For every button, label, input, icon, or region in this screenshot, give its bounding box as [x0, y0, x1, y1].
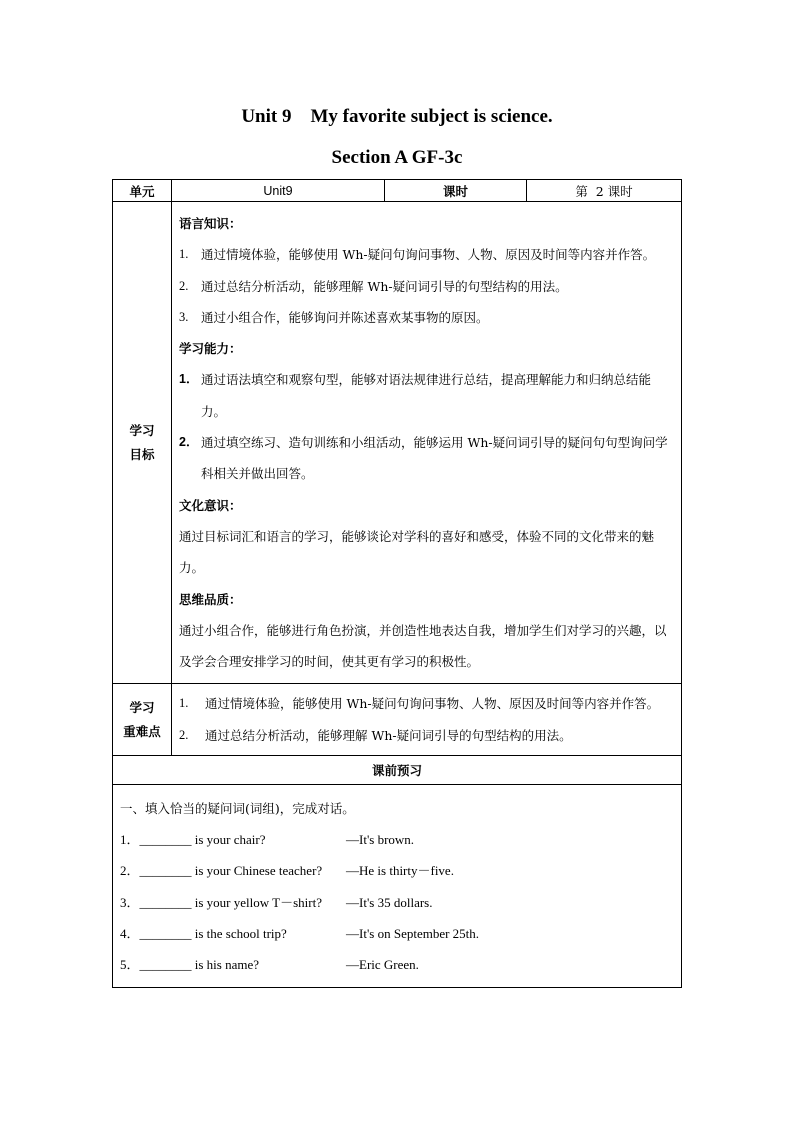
exercise-instruction: 一、填入恰当的疑问词(词组)，完成对话。: [120, 801, 355, 817]
item-number: 1.: [179, 247, 189, 262]
exercise-item: [120, 855, 675, 886]
goals-row: [113, 202, 682, 684]
item-number: 2．: [179, 435, 199, 450]
goals-label: [113, 202, 172, 684]
item-text: 通过总结分析活动，能够理解 Wh-疑问词引导的句型结构的用法。: [205, 727, 572, 743]
list-item: [179, 239, 675, 270]
exercise-question: 3．________ is your yellow T－shirt?: [120, 894, 322, 910]
page-subtitle: Section A GF-3c: [331, 147, 463, 168]
list-item: [179, 302, 675, 333]
item-number: 1．: [179, 372, 199, 387]
section-heading: 思维品质：: [179, 591, 242, 607]
item-number: 1.: [179, 696, 189, 711]
lesson-label: 课时: [385, 180, 527, 202]
section-heading: 语言知识：: [179, 216, 242, 231]
exercise-item: [120, 887, 675, 918]
item-number: 2.: [179, 727, 189, 742]
item-text: 通过总结分析活动，能够理解 Wh-疑问词引导的句型结构的用法。: [201, 278, 568, 294]
difficulties-row: [113, 684, 682, 756]
list-item: [179, 364, 675, 427]
lesson-plan-table: [112, 179, 682, 988]
goals-label-text: 学习 目标: [129, 422, 155, 462]
difficulties-label-text: 学习 重难点: [123, 699, 161, 739]
goals-content: [172, 202, 682, 684]
exercise-answer: —Eric Green.: [346, 957, 419, 973]
section-paragraph: 通过小组合作，能够进行角色扮演，并创造性地表达自我，增加学生们对学习的兴趣，以及学会合理安排学习的时间，使其更有学习的积极性。: [179, 622, 667, 670]
exercise-answer: —It's brown.: [346, 832, 415, 848]
item-number: 2.: [179, 278, 189, 293]
exercise-content: [113, 785, 682, 987]
list-item: [179, 720, 675, 751]
list-item: [179, 271, 675, 302]
lesson-value: 第 2 课时: [527, 180, 682, 202]
exercise-question: 4．________ is the school trip?: [120, 925, 287, 941]
unit-value: Unit9: [172, 180, 385, 202]
exercise-answer: —It's on September 25th.: [346, 925, 480, 941]
section-paragraph: 通过目标词汇和语言的学习，能够谈论对学科的喜好和感受，体验不同的文化带来的魅力。: [179, 528, 655, 576]
item-text: 通过填空练习、造句训练和小组活动，能够运用 Wh-疑问词引导的疑问句句型询问学科相关并做出回答。: [201, 435, 668, 482]
exercise-row: [113, 785, 682, 987]
item-number: 3.: [179, 309, 189, 324]
list-item: [179, 427, 675, 490]
item-text: 通过语法填空和观察句型，能够对语法规律进行总结，提高理解能力和归纳总结能力。: [201, 372, 652, 419]
difficulties-label: [113, 684, 172, 756]
exercise-item: [120, 824, 675, 855]
header-row: [113, 180, 682, 202]
preview-title: 课前预习: [113, 756, 682, 785]
exercise-item: [120, 918, 675, 949]
difficulties-content: [172, 684, 682, 756]
exercise-question: 5．________ is his name?: [120, 957, 260, 973]
section-heading: 文化意识：: [179, 497, 242, 513]
item-text: 通过情境体验，能够使用 Wh-疑问句询问事物、人物、原因及时间等内容并作答。: [201, 247, 656, 263]
unit-label: 单元: [113, 180, 172, 202]
item-text: 通过情境体验，能够使用 Wh-疑问句询问事物、人物、原因及时间等内容并作答。: [205, 696, 660, 712]
list-item: [179, 688, 675, 719]
exercise-question: 1．________ is your chair?: [120, 832, 266, 848]
exercise-question: 2．________ is your Chinese teacher?: [120, 863, 323, 879]
exercise-answer: —It's 35 dollars.: [346, 894, 433, 910]
exercise-item: [120, 949, 675, 980]
section-heading: 学习能力：: [179, 341, 242, 357]
exercise-answer: —He is thirty－five.: [346, 863, 454, 879]
preview-title-row: [113, 756, 682, 785]
item-text: 通过小组合作，能够询问并陈述喜欢某事物的原因。: [201, 309, 489, 325]
page-title: Unit 9 My favorite subject is science.: [241, 106, 553, 127]
